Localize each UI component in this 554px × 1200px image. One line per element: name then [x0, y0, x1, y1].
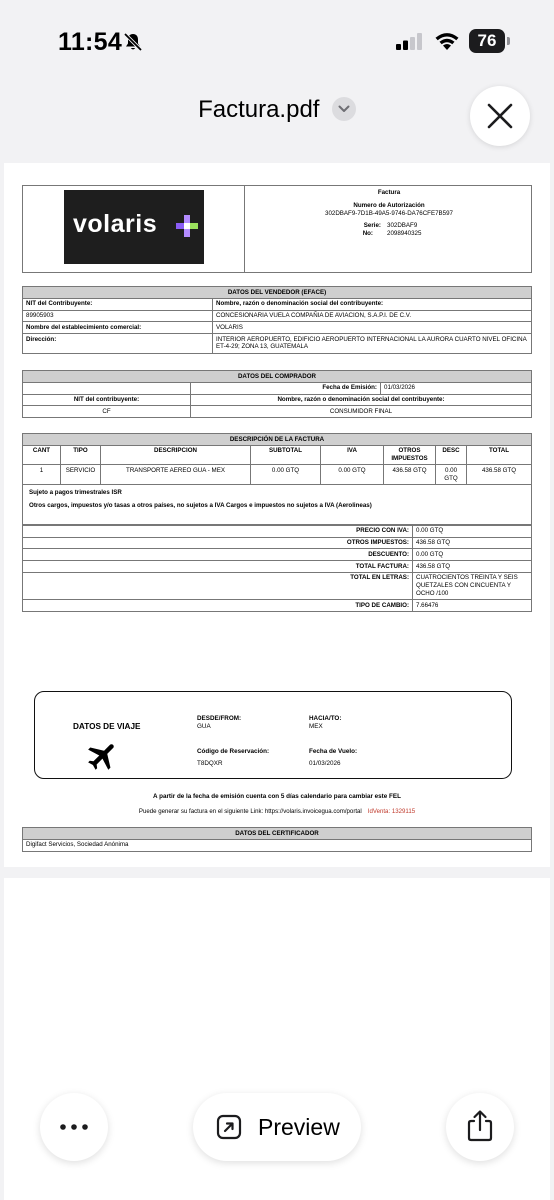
totals-table: [22, 525, 532, 612]
total-value: 0.00 GTQ: [413, 525, 532, 537]
table-row: [23, 561, 532, 573]
col-header: TOTAL: [467, 445, 532, 465]
col-header: OTROS IMPUESTOS: [384, 445, 436, 465]
to-label: HACIA/TO:: [309, 715, 342, 722]
buyer-date: 01/03/2026: [381, 382, 532, 394]
table-row: [23, 537, 532, 549]
seller-name-label: Nombre, razón o denominación social del contribuyente:: [213, 298, 532, 310]
cell-desc: 0.00 GTQ: [436, 465, 467, 485]
cell-tipo: SERVICIO: [61, 465, 101, 485]
share-button[interactable]: [446, 1093, 514, 1161]
detail-note-otros: Otros cargos, impuestos y/o tasas a otros países, no sujetos a IVA Cargos e impuestos no sujetos a IVA (Aerolineas): [29, 501, 372, 509]
col-header: DESCRIPCION: [101, 445, 251, 465]
preview-label: Preview: [258, 1114, 340, 1140]
col-header: DESC: [436, 445, 467, 465]
table-row: [23, 465, 532, 485]
close-icon: [487, 103, 513, 129]
total-value: 0.00 GTQ: [413, 549, 532, 561]
auth-number: 302DBAF9-7D1B-49A5-9746-DA76CFE7B597: [325, 210, 453, 217]
buyer-section: [22, 370, 532, 418]
travel-title: DATOS DE VIAJE: [73, 722, 141, 731]
auth-label: Numero de Autorización: [353, 202, 425, 209]
status-time: 11:54: [58, 28, 123, 56]
table-row: [23, 525, 532, 537]
no-value: 2098940325: [387, 230, 422, 237]
col-header: CANT: [23, 445, 61, 465]
close-button[interactable]: [470, 86, 530, 146]
airplane-icon: [85, 738, 121, 774]
pdf-page-1: [4, 163, 550, 867]
detail-section: [22, 433, 532, 612]
col-header: TIPO: [61, 445, 101, 465]
travel-data-box: [34, 691, 512, 779]
logo-cell: [23, 186, 245, 272]
battery-indicator: [469, 29, 511, 53]
chevron-down-icon[interactable]: [332, 97, 356, 121]
seller-section: [22, 286, 532, 354]
total-label: PRECIO CON IVA:: [23, 525, 413, 537]
total-label: TIPO DE CAMBIO:: [23, 600, 413, 612]
fel-change-notice: A partir de la fecha de emisión cuenta con 5 días calendario para cambiar este FEL: [153, 793, 401, 800]
more-button[interactable]: [40, 1093, 108, 1161]
preview-button[interactable]: [193, 1093, 361, 1161]
from-value: GUA: [197, 723, 211, 730]
cell-subtotal: 0.00 GTQ: [251, 465, 321, 485]
certifier-heading: DATOS DEL CERTIFICADOR: [23, 828, 532, 840]
cell-cant: 1: [23, 465, 61, 485]
open-external-icon: [216, 1114, 242, 1140]
no-label: No:: [362, 230, 373, 237]
buyer-name-label: Nombre, razón o denominación social del contribuyente:: [191, 394, 532, 406]
seller-commercial: VOLARIS: [213, 322, 532, 334]
to-value: MEX: [309, 723, 323, 730]
seller-heading: DATOS DEL VENDEDOR (EFACE): [23, 287, 532, 299]
total-value: CUATROCIENTOS TREINTA Y SEIS QUETZALES CON CINCUENTA Y OCHO /100: [413, 572, 532, 599]
invoice-link-notice: [4, 808, 550, 815]
serie-value: 302DBAF9: [387, 222, 418, 229]
from-label: DESDE/FROM:: [197, 715, 242, 722]
seller-nit: 89905903: [23, 310, 213, 322]
total-value: 436.58 GTQ: [413, 561, 532, 573]
buyer-nit-label: NIT del contribuyente:: [23, 394, 191, 406]
col-header: IVA: [321, 445, 384, 465]
factura-label: Factura: [377, 189, 401, 196]
buyer-heading: DATOS DEL COMPRADOR: [23, 371, 532, 383]
certifier-name: Digifact Servicios, Sociedad Anónima: [23, 839, 532, 851]
buyer-nit: CF: [23, 406, 191, 418]
buyer-date-spacer: [23, 382, 191, 394]
certifier-section: [22, 827, 532, 852]
invoice-link-text[interactable]: Puede generar su factura en el siguiente Link: https://volaris.invoicegua.com/portal: [138, 808, 362, 815]
table-row: [23, 549, 532, 561]
battery-tip: [507, 37, 510, 45]
detail-heading: DESCRIPCIÓN DE LA FACTURA: [23, 434, 532, 446]
cell-iva: 0.00 GTQ: [321, 465, 384, 485]
serie-label: Serie:: [363, 222, 381, 229]
battery-level: 76: [469, 29, 505, 53]
bell-slash-icon: [122, 31, 144, 53]
reservation-value: T8DQXR: [197, 760, 223, 767]
col-header: SUBTOTAL: [251, 445, 321, 465]
table-row: [23, 600, 532, 612]
table-row: [23, 572, 532, 599]
reservation-label: Código de Reservación:: [197, 748, 270, 755]
total-label: OTROS IMPUESTOS:: [23, 537, 413, 549]
cell-descripcion: TRANSPORTE AEREO GUA - MEX: [101, 465, 251, 485]
total-label: DESCUENTO:: [23, 549, 413, 561]
cell-total: 436.58 GTQ: [467, 465, 532, 485]
seller-name: CONCESIONARIA VUELA COMPAÑIA DE AVIACION, S.A.P.I. DE C.V.: [213, 310, 532, 322]
cell-otros: 436.58 GTQ: [384, 465, 436, 485]
logo-text: volaris: [73, 210, 158, 238]
document-title[interactable]: Factura.pdf: [198, 96, 320, 123]
cellular-signal-icon: [396, 33, 423, 50]
total-value: 7.66476: [413, 600, 532, 612]
flight-date-value: 01/03/2026: [309, 760, 341, 767]
volaris-logo: [64, 190, 204, 264]
seller-address: INTERIOR AEROPUERTO, EDIFICIO AEROPUERTO INTERNACIONAL LA AURORA CUARTO NIVEL OFICINA ET-4-29; ZONA 13, GUATEMALA: [213, 334, 532, 354]
detail-note-isr: Sujeto a pagos trimestrales ISR: [29, 488, 122, 496]
seller-commercial-label: Nombre del establecimiento comercial:: [23, 322, 213, 334]
flight-date-label: Fecha de Vuelo:: [309, 748, 358, 755]
total-label: TOTAL EN LETRAS:: [23, 572, 413, 599]
total-value: 436.58 GTQ: [413, 537, 532, 549]
wifi-icon: [434, 30, 460, 51]
total-label: TOTAL FACTURA:: [23, 561, 413, 573]
ellipsis-icon: [40, 1093, 108, 1161]
status-bar: [0, 0, 554, 82]
plus-logo-icon: [176, 215, 198, 237]
buyer-date-label: Fecha de Emisión:: [191, 382, 381, 394]
seller-nit-label: NIT del Contribuyente:: [23, 298, 213, 310]
buyer-name: CONSUMIDOR FINAL: [191, 406, 532, 418]
seller-address-label: Dirección:: [23, 334, 213, 354]
share-icon: [446, 1093, 514, 1161]
idventa: IdVenta: 1329115: [367, 808, 416, 815]
invoice-header-box: [22, 185, 532, 273]
